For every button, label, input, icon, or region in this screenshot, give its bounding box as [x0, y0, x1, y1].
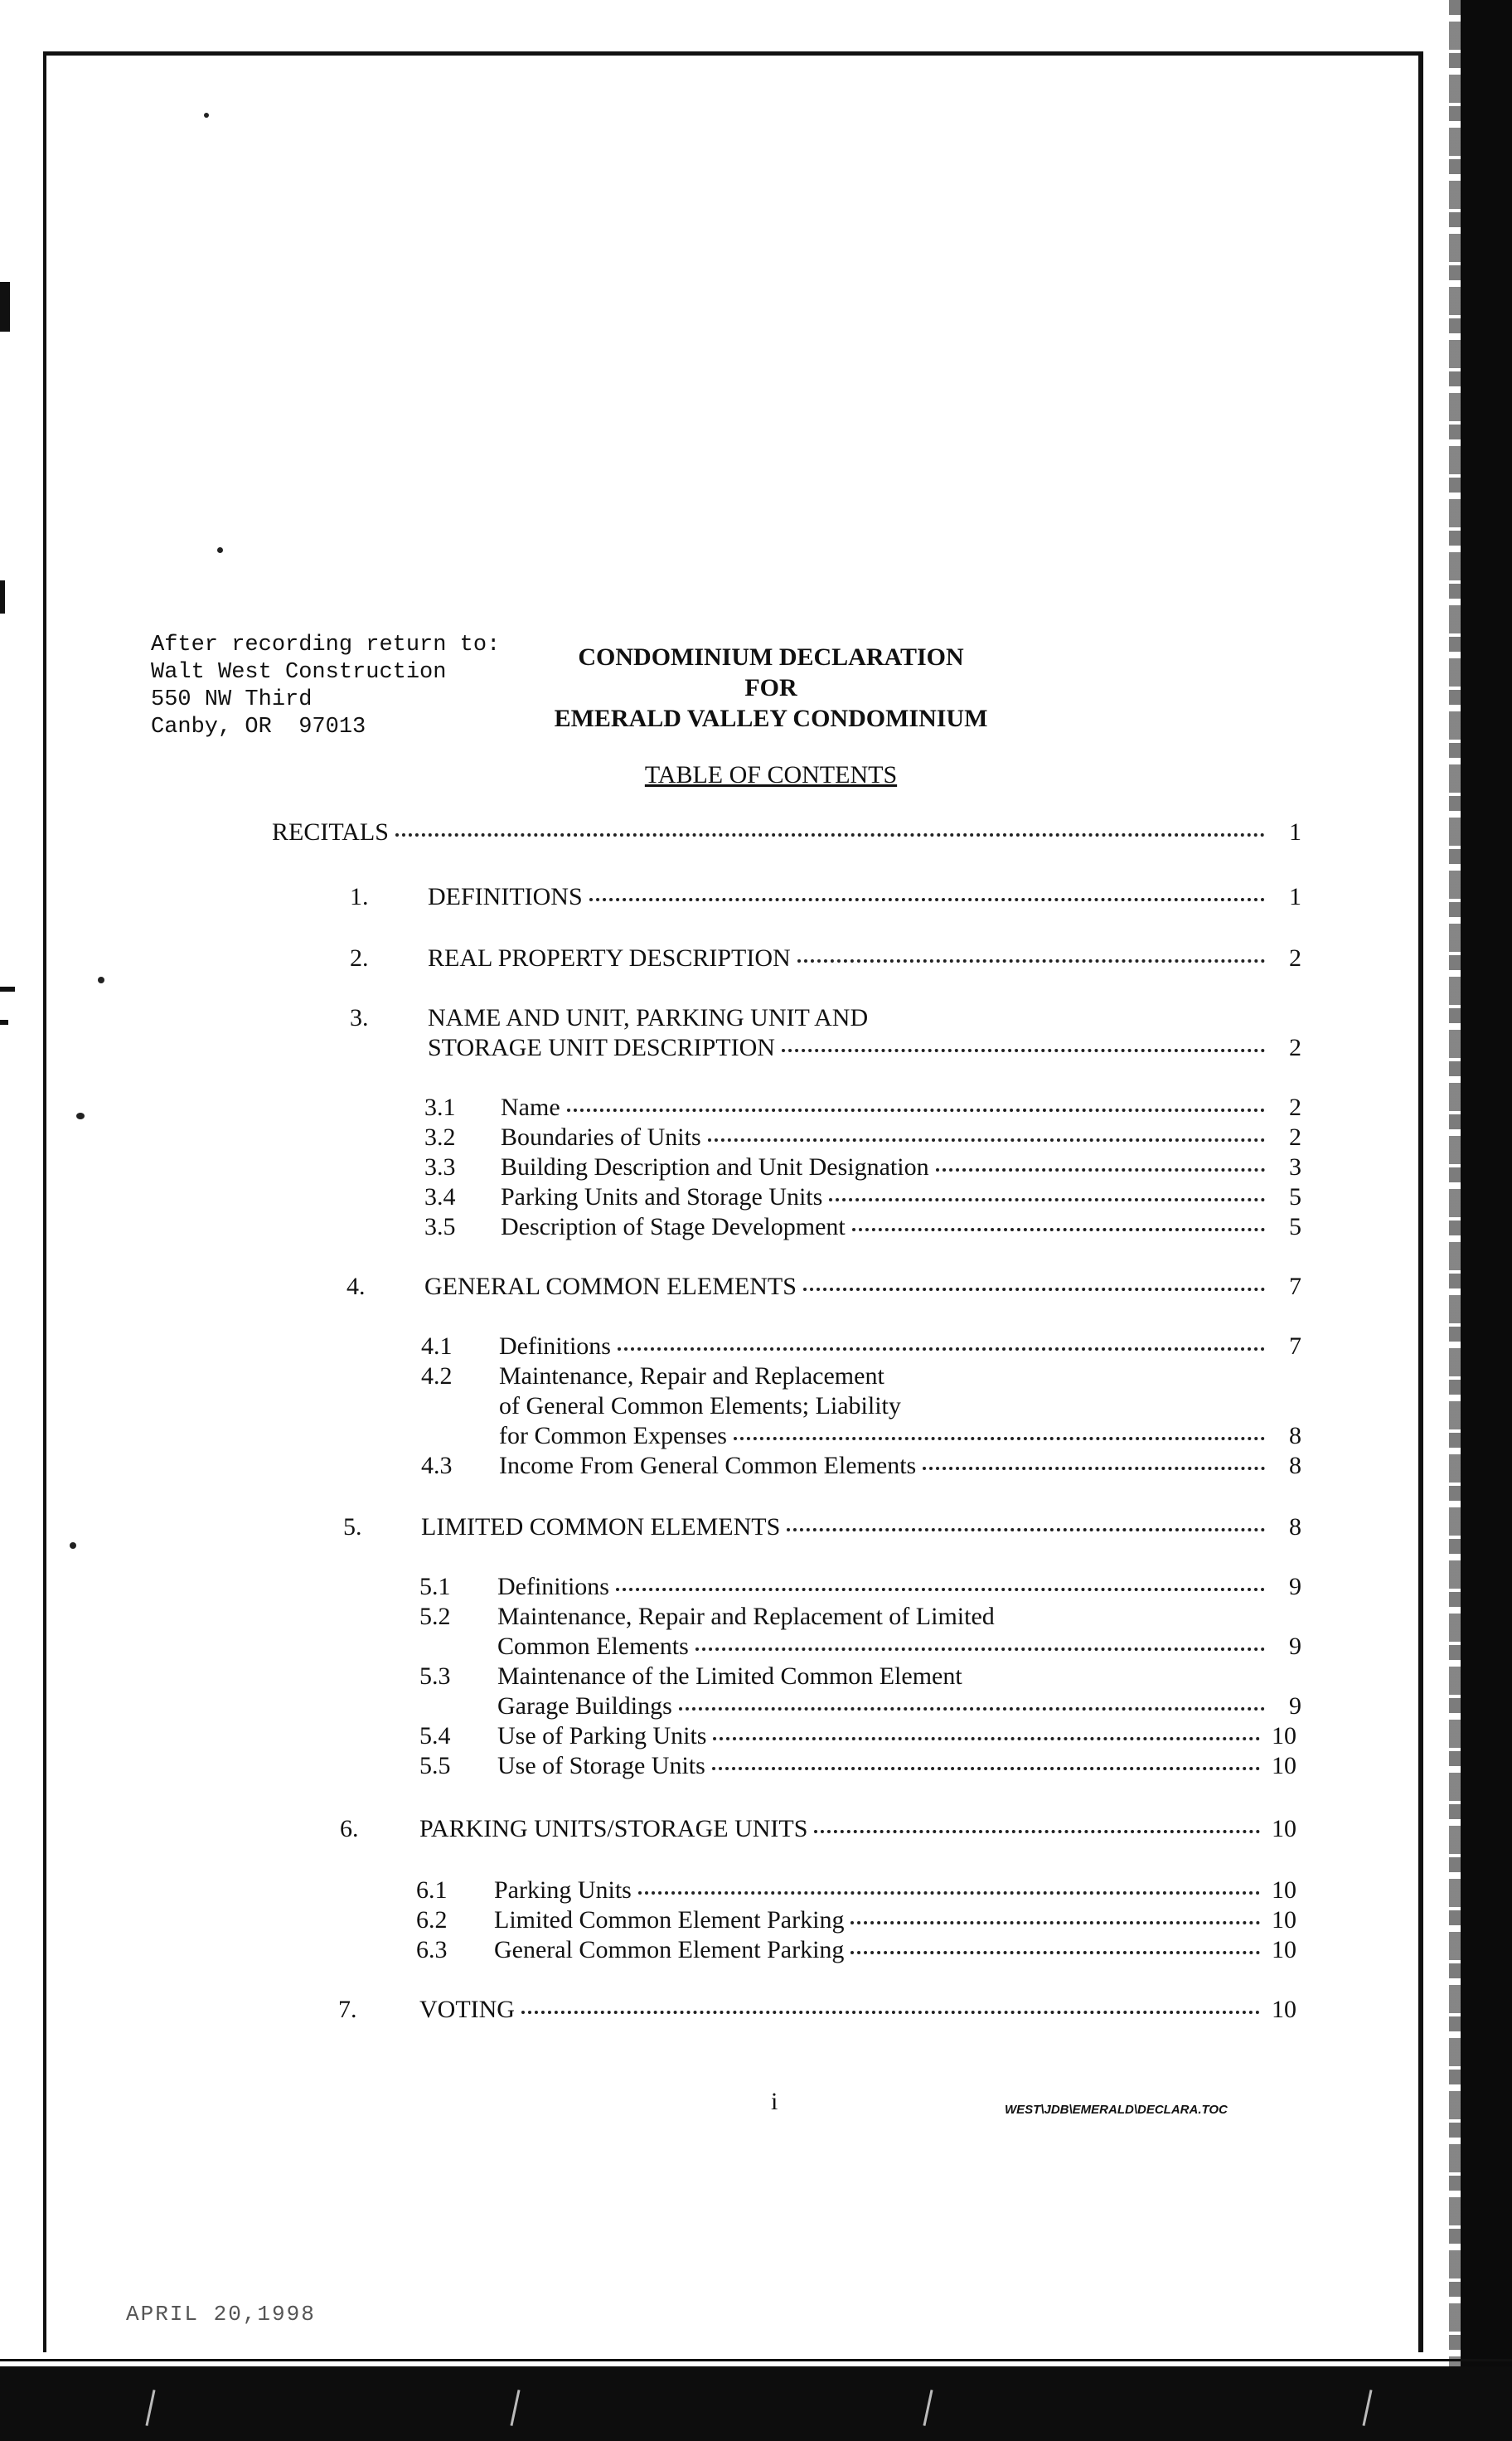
date-stamp: APRIL 20,1998 — [126, 2302, 316, 2327]
toc-leader — [782, 1048, 1265, 1052]
toc-entry-page: 10 — [1272, 1876, 1296, 1904]
scan-speck — [70, 1542, 76, 1549]
toc-entry-title: of General Common Elements; Liability — [499, 1392, 901, 1419]
return-address-line: Canby, OR 97013 — [151, 715, 366, 740]
toc-entry-page: 7 — [1289, 1332, 1301, 1360]
toc-entry — [421, 1451, 1301, 1481]
toc-entry — [424, 1093, 1301, 1123]
toc-entry-title: LIMITED COMMON ELEMENTS — [421, 1513, 781, 1541]
toc-leader — [787, 1527, 1265, 1531]
toc-entry-number: 2. — [350, 944, 369, 972]
toc-entry-number: 3.4 — [424, 1183, 456, 1211]
toc-entry — [424, 1212, 1301, 1242]
toc-entry — [416, 1876, 1296, 1905]
toc-entry — [350, 882, 1301, 912]
toc-entry-page: 7 — [1289, 1273, 1301, 1300]
toc-leader — [616, 1587, 1265, 1591]
toc-entry-title: Parking Units and Storage Units — [501, 1183, 823, 1211]
toc-entry-title: Maintenance of the Limited Common Element — [497, 1662, 962, 1690]
toc-entry — [350, 944, 1301, 973]
toc-entry — [343, 1512, 1301, 1542]
toc-entry — [428, 1033, 1301, 1063]
toc-entry-number: 5.3 — [419, 1662, 451, 1690]
toc-entry-title: RECITALS — [272, 818, 389, 846]
toc-entry-page: 9 — [1289, 1692, 1301, 1720]
toc-entry-number: 3. — [350, 1004, 369, 1031]
toc-entry-title: VOTING — [419, 1996, 515, 2023]
toc-leader — [852, 1227, 1265, 1231]
toc-entry-title: DEFINITIONS — [428, 883, 583, 910]
toc-entry-title: Definitions — [499, 1332, 611, 1360]
toc-leader — [695, 1647, 1265, 1651]
toc-leader — [850, 1950, 1260, 1954]
toc-entry-page: 1 — [1289, 818, 1301, 846]
toc-entry — [424, 1123, 1301, 1153]
toc-entry — [497, 1632, 1301, 1662]
file-path: WEST\JDB\EMERALD\DECLARA.TOC — [1005, 2103, 1228, 2117]
scan-dark-edge-bottom — [0, 2366, 1512, 2441]
document-title-line: EMERALD VALLEY CONDOMINIUM — [554, 705, 988, 732]
toc-entry-number: 4. — [346, 1273, 366, 1300]
toc-entry-title: for Common Expenses — [499, 1422, 727, 1449]
toc-entry — [272, 818, 1301, 847]
toc-entry-number: 3.5 — [424, 1213, 456, 1240]
document-title-line: FOR — [744, 674, 797, 701]
toc-entry-page: 10 — [1272, 1906, 1296, 1934]
toc-entry-number: 5.5 — [419, 1752, 451, 1779]
scan-marks-left — [0, 0, 17, 2441]
toc-leader — [708, 1138, 1265, 1142]
toc-leader — [923, 1466, 1265, 1470]
toc-entry-title: Boundaries of Units — [501, 1123, 701, 1151]
toc-entry-number: 7. — [338, 1996, 357, 2023]
toc-entry — [497, 1691, 1301, 1721]
toc-entry-page: 10 — [1272, 1996, 1296, 2023]
toc-entry-number: 1. — [350, 883, 369, 910]
toc-leader — [850, 1920, 1260, 1924]
toc-leader — [521, 2010, 1260, 2014]
toc-entry-number: 5.2 — [419, 1603, 451, 1630]
toc-entry-number: 6. — [340, 1815, 359, 1842]
toc-entry — [350, 1003, 1301, 1033]
toc-leader — [618, 1347, 1265, 1351]
toc-entry-page: 10 — [1272, 1936, 1296, 1963]
toc-entry-title: Maintenance, Repair and Replacement of Limited — [497, 1603, 995, 1630]
toc-entry-number: 3.2 — [424, 1123, 456, 1151]
toc-entry-number: 4.3 — [421, 1452, 453, 1479]
toc-entry-page: 8 — [1289, 1513, 1301, 1541]
toc-entry-title: Use of Storage Units — [497, 1752, 705, 1779]
toc-entry-number: 4.2 — [421, 1362, 453, 1390]
toc-entry-number: 5. — [343, 1513, 362, 1541]
toc-entry — [419, 1721, 1296, 1751]
toc-entry-title: General Common Element Parking — [494, 1936, 845, 1963]
toc-entry-page: 2 — [1289, 1123, 1301, 1151]
toc-entry — [340, 1814, 1296, 1844]
toc-leader — [567, 1108, 1265, 1112]
toc-entry — [416, 1935, 1296, 1965]
toc-entry-title: GENERAL COMMON ELEMENTS — [424, 1273, 797, 1300]
toc-leader — [589, 897, 1265, 901]
scan-speck — [76, 1113, 85, 1119]
toc-entry-title: Use of Parking Units — [497, 1722, 707, 1749]
toc-entry-page: 5 — [1289, 1213, 1301, 1240]
toc-entry-title: Description of Stage Development — [501, 1213, 846, 1240]
toc-entry-title: Limited Common Element Parking — [494, 1906, 845, 1934]
toc-entry-number: 5.4 — [419, 1722, 451, 1749]
toc-entry-page: 3 — [1289, 1153, 1301, 1181]
toc-entry — [499, 1421, 1301, 1451]
scan-rule-bottom — [0, 2359, 1512, 2361]
toc-leader — [734, 1436, 1265, 1440]
toc-entry-number: 3.1 — [424, 1094, 456, 1121]
toc-leader — [936, 1167, 1265, 1172]
toc-entry-number: 5.1 — [419, 1573, 451, 1600]
toc-entry-page: 2 — [1289, 944, 1301, 972]
toc-entry — [419, 1751, 1296, 1781]
return-address-line: Walt West Construction — [151, 660, 447, 685]
toc-entry-title: Definitions — [497, 1573, 609, 1600]
toc-entry-page: 10 — [1272, 1815, 1296, 1842]
toc-leader — [638, 1890, 1260, 1895]
toc-entry-page: 9 — [1289, 1573, 1301, 1600]
page-number: i — [771, 2088, 778, 2115]
toc-entry-page: 5 — [1289, 1183, 1301, 1211]
toc-entry-page: 10 — [1272, 1722, 1296, 1749]
toc-entry — [419, 1602, 1301, 1632]
toc-entry — [419, 1662, 1301, 1691]
toc-entry-title: Name — [501, 1094, 560, 1121]
toc-entry-number: 6.1 — [416, 1876, 448, 1904]
toc-entry — [424, 1182, 1301, 1212]
toc-entry — [419, 1572, 1301, 1602]
toc-leader — [712, 1766, 1260, 1770]
toc-entry — [421, 1332, 1301, 1361]
toc-entry-page: 8 — [1289, 1452, 1301, 1479]
toc-leader — [713, 1736, 1260, 1740]
toc-entry-title: Maintenance, Repair and Replacement — [499, 1362, 884, 1390]
document-title-line: CONDOMINIUM DECLARATION — [578, 643, 964, 671]
toc-entry-page: 2 — [1289, 1094, 1301, 1121]
scan-dark-edge-right — [1461, 0, 1512, 2441]
toc-leader — [797, 958, 1265, 963]
toc-entry — [338, 1995, 1296, 2025]
toc-leader — [829, 1197, 1265, 1201]
toc-leader — [803, 1287, 1265, 1291]
toc-entry-page: 9 — [1289, 1633, 1301, 1660]
scan-speck — [98, 977, 104, 983]
toc-entry-page: 1 — [1289, 883, 1301, 910]
toc-heading: TABLE OF CONTENTS — [644, 761, 898, 789]
toc-entry — [416, 1905, 1296, 1935]
toc-entry-page: 2 — [1289, 1034, 1301, 1061]
toc-entry-title: Income From General Common Elements — [499, 1452, 917, 1479]
toc-entry-title: NAME AND UNIT, PARKING UNIT AND — [428, 1004, 869, 1031]
toc-entry-title: Common Elements — [497, 1633, 689, 1660]
toc-leader — [679, 1706, 1265, 1711]
toc-entry-title: STORAGE UNIT DESCRIPTION — [428, 1034, 775, 1061]
toc-leader — [395, 832, 1265, 837]
return-address-line: After recording return to: — [151, 633, 501, 658]
document-title — [497, 642, 1044, 734]
toc-entry-title: PARKING UNITS/STORAGE UNITS — [419, 1815, 808, 1842]
return-address — [151, 632, 500, 741]
toc-entry-page: 8 — [1289, 1422, 1301, 1449]
toc-entry-title: REAL PROPERTY DESCRIPTION — [428, 944, 791, 972]
toc-entry-number: 6.2 — [416, 1906, 448, 1934]
toc-entry — [421, 1361, 1301, 1391]
scan-speck — [204, 113, 209, 118]
toc-entry-title: Garage Buildings — [497, 1692, 672, 1720]
toc-entry-page: 10 — [1272, 1752, 1296, 1779]
toc-entry-number: 3.3 — [424, 1153, 456, 1181]
toc-entry-number: 4.1 — [421, 1332, 453, 1360]
toc-entry-number: 6.3 — [416, 1936, 448, 1963]
toc-entry-title: Building Description and Unit Designation — [501, 1153, 929, 1181]
toc-entry — [424, 1153, 1301, 1182]
toc-entry — [499, 1391, 1301, 1421]
return-address-line: 550 NW Third — [151, 687, 313, 712]
toc-entry-title: Parking Units — [494, 1876, 632, 1904]
scan-speck — [217, 547, 223, 553]
toc-leader — [814, 1829, 1260, 1833]
toc-entry — [346, 1272, 1301, 1302]
